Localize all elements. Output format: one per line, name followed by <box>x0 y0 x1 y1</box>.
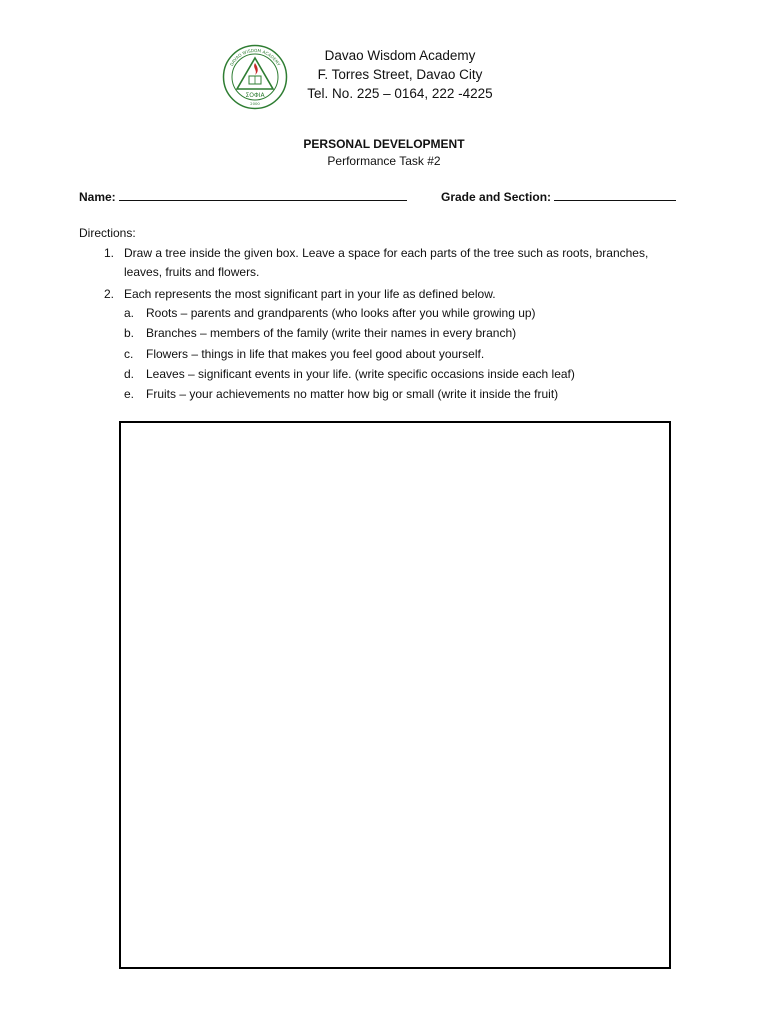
seal-year-text: 2000 <box>250 101 260 106</box>
step-number: 1. <box>104 246 115 260</box>
grade-section-blank-line[interactable] <box>554 188 676 201</box>
part-text: Branches – members of the family (write their names in every branch) <box>146 326 517 340</box>
part-letter: e. <box>124 387 135 401</box>
part-letter: b. <box>124 326 135 340</box>
part-letter: d. <box>124 367 135 381</box>
school-address: F. Torres Street, Davao City <box>317 67 483 82</box>
school-header <box>222 44 522 108</box>
part-text: Leaves – significant events in your life. (write specific occasions inside each leaf) <box>146 367 575 381</box>
name-label: Name: <box>79 190 116 204</box>
seal-top-text: DAVAO WISDOM ACADEMY <box>228 47 282 67</box>
subject-title: PERSONAL DEVELOPMENT <box>303 137 465 151</box>
school-info <box>300 46 500 103</box>
school-seal-icon <box>222 44 288 110</box>
step-number: 2. <box>104 287 115 301</box>
part-text: Flowers – things in life that makes you feel good about yourself. <box>146 347 485 361</box>
step-text-line: leaves, fruits and flowers. <box>124 265 260 279</box>
tree-drawing-box[interactable] <box>119 421 671 969</box>
grade-section-field[interactable] <box>441 188 676 204</box>
part-text: Roots – parents and grandparents (who looks after you while growing up) <box>146 306 536 320</box>
name-field[interactable] <box>79 188 407 204</box>
school-name: Davao Wisdom Academy <box>324 48 476 63</box>
name-blank-line[interactable] <box>119 188 407 201</box>
school-telephone: Tel. No. 225 – 0164, 222 -4225 <box>307 86 493 101</box>
task-subtitle: Performance Task #2 <box>327 154 441 168</box>
step-text-line: Each represents the most significant part in your life as defined below. <box>124 287 496 301</box>
seal-emblem-text: ΣΟΦΙΑ <box>245 92 265 99</box>
part-text: Fruits – your achievements no matter how big or small (write it inside the fruit) <box>146 387 559 401</box>
part-letter: c. <box>124 347 134 361</box>
part-letter: a. <box>124 306 135 320</box>
directions-heading: Directions: <box>79 226 136 240</box>
grade-section-label: Grade and Section: <box>441 190 552 204</box>
step-text-line: Draw a tree inside the given box. Leave a space for each parts of the tree such as roots, branches, <box>124 246 649 260</box>
